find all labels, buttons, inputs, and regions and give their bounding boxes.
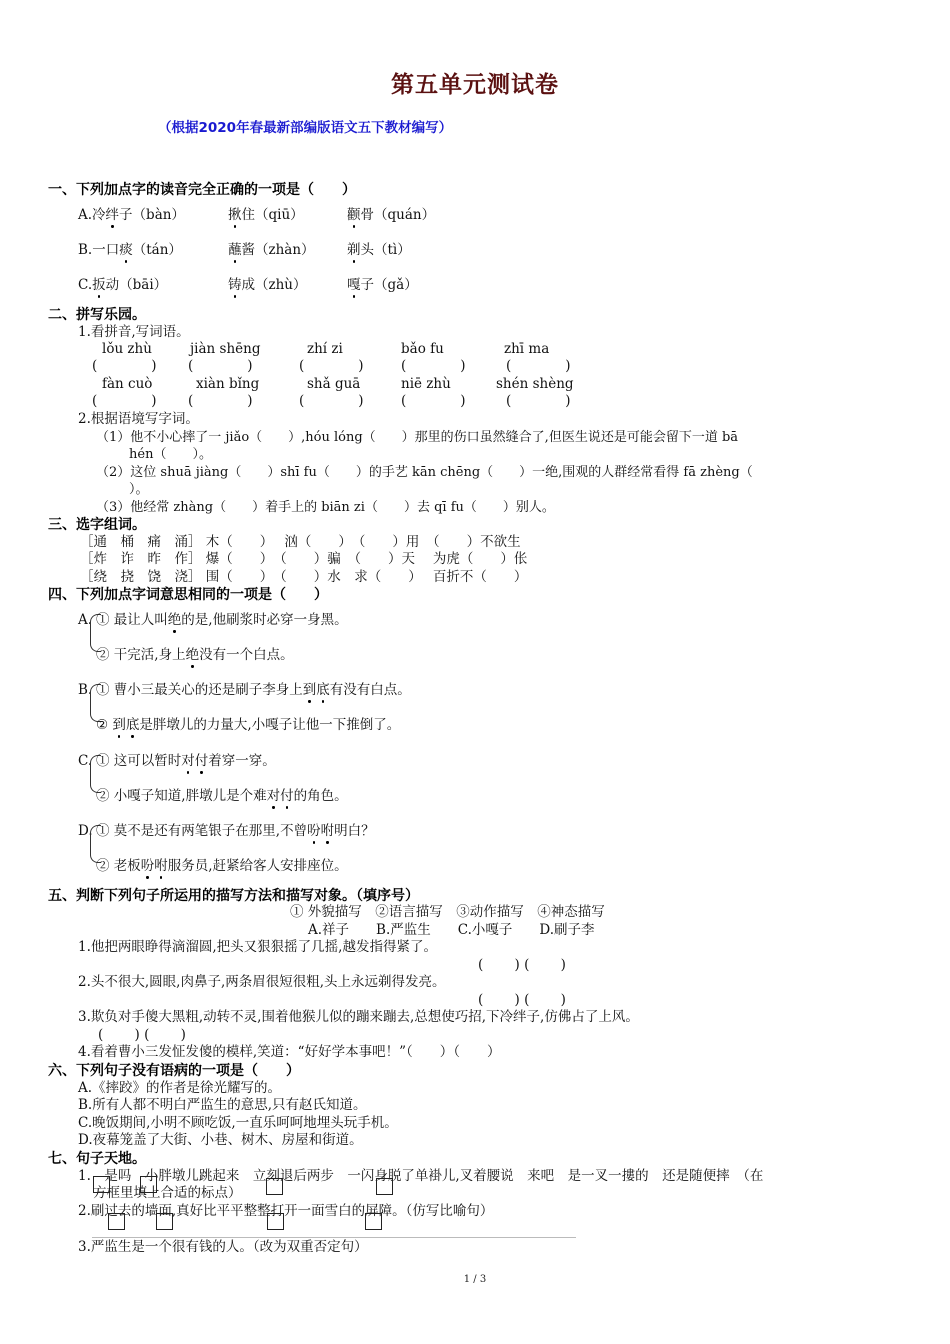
pinyin: zhī ma bbox=[504, 341, 550, 357]
s1-option-c2: 铸成（zhù） bbox=[228, 277, 307, 293]
answer-blank[interactable]: ( ) bbox=[299, 393, 364, 409]
pinyin: jiàn shēng bbox=[190, 341, 261, 357]
s4-d-sentence-2: ② 老板吩咐服务员,赶紧给客人安排座位。 bbox=[96, 858, 348, 874]
section-1-heading: 一、下列加点字的读音完全正确的一项是（ ） bbox=[48, 182, 356, 198]
section-6-heading: 六、下列句子没有语病的一项是（ ） bbox=[48, 1063, 300, 1079]
s2-q2-line: ）。 bbox=[129, 482, 149, 497]
s3-row: ［绕 挠 饶 浇］ 围（ ） （ ）水 求（ ） 百折不（ ） bbox=[80, 569, 528, 585]
s2-q2: 2.根据语境写字词。 bbox=[78, 411, 199, 427]
s4-c-sentence-2: ② 小嘎子知道,胖墩儿是个难对付的角色。 bbox=[96, 788, 348, 804]
s4-a-sentence-1: ① 最让人叫绝的是,他刷浆时必穿一身黑。 bbox=[96, 612, 348, 628]
answer-blank[interactable]: ( ) bbox=[92, 393, 157, 409]
section-2-heading: 二、拼写乐园。 bbox=[48, 307, 146, 323]
answer-blank[interactable]: ( ) bbox=[92, 358, 157, 374]
s5-subjects: A.祥子 B.严监生 C.小嘎子 D.刷子李 bbox=[308, 922, 595, 938]
s4-option-label: B. bbox=[78, 682, 93, 698]
section-4-heading: 四、下列加点字词意思相同的一项是（ ） bbox=[48, 587, 328, 603]
s2-q2-line: （2）这位 shuā jiàng（ ）shī fu（ ）的手艺 kān chēng（ ）一绝,围观的人群经常看得 fā zhèng（ bbox=[96, 465, 753, 480]
pinyin: shén shèng bbox=[496, 376, 574, 392]
section-3-heading: 三、选字组词。 bbox=[48, 517, 146, 533]
pinyin: zhí zi bbox=[307, 341, 343, 357]
s1-option-c1: C.扳动（bāi） bbox=[78, 277, 168, 293]
s4-b-sentence-2: ② 到底是胖墩儿的力量大,小嘎子让他一下推倒了。 bbox=[96, 717, 401, 733]
pinyin: niē zhù bbox=[401, 376, 451, 392]
s1-option-b1: B.一口痰（tán） bbox=[78, 242, 182, 258]
s1-option-b3: 剃头（tì） bbox=[347, 242, 411, 258]
s7-q1-line1: 1. 是吗 小胖墩儿跳起来 立刻退后两步 一闪身脱了单褂儿,叉着腰说 来吧 是一叉一摟的 还是随便摔 （在 bbox=[78, 1168, 764, 1184]
pinyin: fàn cuò bbox=[102, 376, 153, 392]
s6-option: C.晚饭期间,小明不顾吃饭,一直乐呵呵地埋头玩手机。 bbox=[78, 1115, 398, 1131]
s7-q3: 3.严监生是一个很有钱的人。（改为双重否定句） bbox=[78, 1239, 368, 1255]
pinyin: xiàn bǐng bbox=[196, 376, 260, 392]
s5-item: 2.头不很大,圆眼,肉鼻子,两条眉很短很粗,头上永远剃得发亮。 bbox=[78, 974, 446, 990]
answer-blank[interactable]: ( ) ( ) bbox=[98, 1027, 186, 1043]
punctuation-box[interactable] bbox=[108, 1213, 125, 1230]
s2-q1: 1.看拼音,写词语。 bbox=[78, 324, 190, 340]
page-title: 第五单元测试卷 bbox=[391, 72, 559, 98]
punctuation-box[interactable] bbox=[266, 1178, 283, 1195]
s6-option: A.《摔跤》的作者是徐光耀写的。 bbox=[78, 1080, 282, 1096]
s4-a-sentence-2: ② 干完活,身上绝没有一个白点。 bbox=[96, 647, 294, 663]
s2-q2-line: （1）他不小心摔了一 jiǎo（ ）,hóu lóng（ ）那里的伤口虽然缝合了,但医生说还是可能会留下一道 bā bbox=[96, 430, 739, 445]
page-number: 1 / 3 bbox=[463, 1274, 487, 1285]
s1-option-b2: 蘸酱（zhàn） bbox=[228, 242, 315, 258]
s1-option-a1: A.冷绊子（bàn） bbox=[78, 207, 185, 223]
s1-option-a3: 颧骨（quán） bbox=[347, 207, 436, 223]
s4-option-label: D. bbox=[78, 823, 93, 839]
answer-blank[interactable]: ( ) bbox=[188, 393, 253, 409]
s6-option: B.所有人都不明白严监生的意思,只有赵氏知道。 bbox=[78, 1097, 367, 1113]
punctuation-box[interactable] bbox=[365, 1213, 382, 1230]
s4-c-sentence-1: ① 这可以暂时对付着穿一穿。 bbox=[96, 753, 276, 769]
answer-blank[interactable]: ( ) bbox=[401, 358, 466, 374]
pinyin: shǎ guā bbox=[307, 376, 361, 392]
answer-blank[interactable]: ( ) bbox=[401, 393, 466, 409]
s4-option-label: A. bbox=[78, 612, 93, 628]
answer-blank[interactable]: ( ) bbox=[299, 358, 364, 374]
s3-row: ［炸 诈 昨 作］ 爆（ ） （ ）骗 （ ）天 为虎（ ）伥 bbox=[80, 551, 528, 567]
punctuation-box[interactable] bbox=[93, 1176, 110, 1193]
s1-option-c3: 嘎子（gǎ） bbox=[347, 277, 418, 293]
s7-q2: 2.刷过去的墙面,真好比平平整整打开一面雪白的屏障。（仿写比喻句） bbox=[78, 1203, 494, 1219]
s5-methods: ① 外貌描写 ②语言描写 ③动作描写 ④神态描写 bbox=[290, 904, 605, 920]
answer-blank[interactable]: ( ) bbox=[506, 393, 571, 409]
s5-item: 1.他把两眼睁得滴溜圆,把头又狠狠摇了几摇,越发指得紧了。 bbox=[78, 939, 437, 955]
answer-blank[interactable]: ( ) ( ) bbox=[478, 957, 566, 973]
s2-q2-line: hén（ ）。 bbox=[129, 447, 212, 462]
s1-option-a2: 揪住（qiū） bbox=[228, 207, 304, 223]
s5-item: 3.欺负对手傻大黑粗,动转不灵,围着他猴儿似的蹦来蹦去,总想使巧招,下冷绊子,仿佛占了上风。 bbox=[78, 1009, 639, 1025]
s4-b-sentence-1: ① 曹小三最关心的还是刷子李身上到底有没有白点。 bbox=[96, 682, 411, 698]
pinyin: lǒu zhù bbox=[102, 341, 152, 357]
pinyin: bǎo fu bbox=[401, 341, 444, 357]
section-5-heading: 五、判断下列句子所运用的描写方法和描写对象。（填序号） bbox=[48, 888, 419, 904]
s4-option-label: C. bbox=[78, 753, 93, 769]
answer-blank[interactable]: ( ) bbox=[188, 358, 253, 374]
s3-row: ［通 桶 痛 涌］ 木（ ） 汹（ ） （ ）用 （ ）不欲生 bbox=[80, 534, 521, 550]
answer-blank[interactable]: ( ) ( ) bbox=[478, 992, 566, 1008]
answer-line[interactable] bbox=[92, 1237, 576, 1238]
s6-option: D.夜幕笼盖了大街、小巷、树木、房屋和街道。 bbox=[78, 1132, 363, 1148]
s7-q1-line2: 方框里填上合适的标点） bbox=[93, 1185, 242, 1201]
page-subtitle: （根据2020年春最新部编版语文五下教材编写） bbox=[158, 120, 453, 136]
punctuation-box[interactable] bbox=[376, 1178, 393, 1195]
s5-item: 4.看着曹小三发怔发傻的模样,笑道：“好好学本事吧！”（ ）（ ） bbox=[78, 1044, 501, 1060]
section-7-heading: 七、句子天地。 bbox=[48, 1151, 146, 1167]
answer-blank[interactable]: ( ) bbox=[506, 358, 571, 374]
s2-q2-line: （3）他经常 zhàng（ ）着手上的 biān zi（ ）去 qī fu（ ）别人。 bbox=[96, 500, 555, 515]
punctuation-box[interactable] bbox=[156, 1213, 173, 1230]
punctuation-box[interactable] bbox=[140, 1176, 157, 1193]
s4-d-sentence-1: ① 莫不是还有两笔银子在那里,不曾吩咐明白？ bbox=[96, 823, 375, 839]
punctuation-box[interactable] bbox=[267, 1213, 284, 1230]
